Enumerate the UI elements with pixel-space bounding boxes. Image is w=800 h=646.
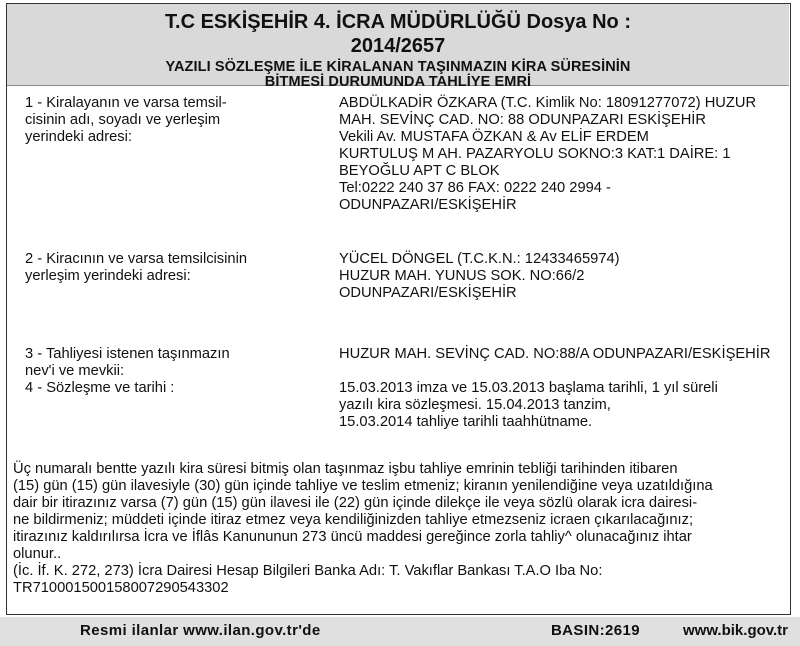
- section4-label-line: 4 - Sözleşme ve tarihi :: [25, 380, 175, 396]
- body-line: TR710001500158007290543302: [13, 580, 229, 596]
- section1-value: [339, 95, 789, 214]
- header-subtitle-line1: YAZILI SÖZLEŞME İLE KİRALANAN TAŞINMAZIN KİRA SÜRESİNİN: [165, 59, 631, 75]
- section3-label-line: 3 - Tahliyesi istenen taşınmazın: [25, 346, 230, 362]
- section3-value: [339, 346, 789, 363]
- section4-value-line: 15.03.2013 imza ve 15.03.2013 başlama tarihli, 1 yıl süreli: [339, 380, 718, 396]
- notice-body: [13, 461, 788, 597]
- section3-value-line: HUZUR MAH. SEVİNÇ CAD. NO:88/A ODUNPAZARI/ESKİŞEHİR: [339, 346, 771, 362]
- section3-label-line: nev'i ve mevkii:: [25, 363, 125, 379]
- section1-label: [25, 95, 325, 146]
- section3-label: [25, 346, 325, 380]
- body-line: (15) gün (15) gün ilavesiyle (30) gün içinde tahliye ve teslim etmeniz; kiranın yenilendiğine veya uzatıldığına: [13, 478, 713, 494]
- section2-value-line: ODUNPAZARI/ESKİŞEHİR: [339, 285, 517, 301]
- body-line: ne bildirmeniz; müddeti içinde itiraz etmez veya kendiliğinizden tahliye etmezseniz icraen çıkarılacağınız;: [13, 512, 694, 528]
- section2-label: [25, 251, 325, 285]
- section2-label-line: yerleşim yerindeki adresi:: [25, 268, 191, 284]
- section1-label-line: yerindeki adresi:: [25, 129, 132, 145]
- section1-value-line: KURTULUŞ M AH. PAZARYOLU SOKNO:3 KAT:1 DAİRE: 1: [339, 146, 731, 162]
- footer-basin-code: BASIN:2619: [550, 622, 640, 639]
- header-subtitle-line2: BİTMESİ DURUMUNDA TAHLİYE EMRİ: [264, 74, 532, 90]
- section1-value-line: Vekili Av. MUSTAFA ÖZKAN & Av ELİF ERDEM: [339, 129, 649, 145]
- footer-bik-link[interactable]: www.bik.gov.tr: [682, 622, 788, 639]
- header-title-line2: 2014/2657: [350, 35, 446, 57]
- section4-value: [339, 380, 789, 431]
- body-line: dair bir itirazınız varsa (7) gün (15) gün ilavesi ile (22) gün içinde dilekçe ile veya sözlü olarak icra dairesi-: [13, 495, 698, 511]
- section1-value-line: MAH. SEVİNÇ CAD. NO: 88 ODUNPAZARI ESKİŞEHİR: [339, 112, 706, 128]
- section4-label: [25, 380, 325, 397]
- body-line: olunur..: [13, 546, 62, 562]
- section1-value-line: Tel:0222 240 37 86 FAX: 0222 240 2994 -: [339, 180, 611, 196]
- section2-value-line: YÜCEL DÖNGEL (T.C.K.N.: 12433465974): [339, 251, 620, 267]
- footer-ilan-link[interactable]: Resmi ilanlar www.ilan.gov.tr'de: [80, 622, 321, 639]
- notice-footer: [0, 617, 800, 646]
- header-title-line1: T.C ESKİŞEHİR 4. İCRA MÜDÜRLÜĞÜ Dosya No :: [165, 11, 631, 33]
- section2-value-line: HUZUR MAH. YUNUS SOK. NO:66/2: [339, 268, 585, 284]
- section4-value-line: 15.03.2014 tahliye tarihli taahhütname.: [339, 414, 593, 430]
- section1-value-line: ABDÜLKADİR ÖZKARA (T.C. Kimlik No: 18091277072) HUZUR: [339, 95, 757, 111]
- section4-value-line: yazılı kira sözleşmesi. 15.04.2013 tanzim,: [339, 397, 611, 413]
- section1-value-line: ODUNPAZARI/ESKİŞEHİR: [339, 197, 517, 213]
- body-line: (İc. İf. K. 272, 273) İcra Dairesi Hesap Bilgileri Banka Adı: T. Vakıflar Bankası T.A.O Iba No:: [13, 563, 603, 579]
- body-line: itirazınız kaldırılırsa İcra ve İflâs Kanununun 273 üncü maddesi gereğince zorla tahliy^ olunacağınız ihtar: [13, 529, 692, 545]
- section2-value: [339, 251, 789, 302]
- body-line: Üç numaralı bentte yazılı kira süresi bitmiş olan taşınmaz işbu tahliye emrinin tebliği tarihinden itibaren: [13, 461, 678, 477]
- section1-value-line: BEYOĞLU APT C BLOK: [339, 163, 500, 179]
- section1-label-line: cisinin adı, soyadı ve yerleşim: [25, 112, 221, 128]
- section1-label-line: 1 - Kiralayanın ve varsa temsil-: [25, 95, 227, 111]
- notice-frame: [6, 3, 791, 615]
- notice-header: [7, 4, 789, 90]
- section2-label-line: 2 - Kiracının ve varsa temsilcisinin: [25, 251, 248, 267]
